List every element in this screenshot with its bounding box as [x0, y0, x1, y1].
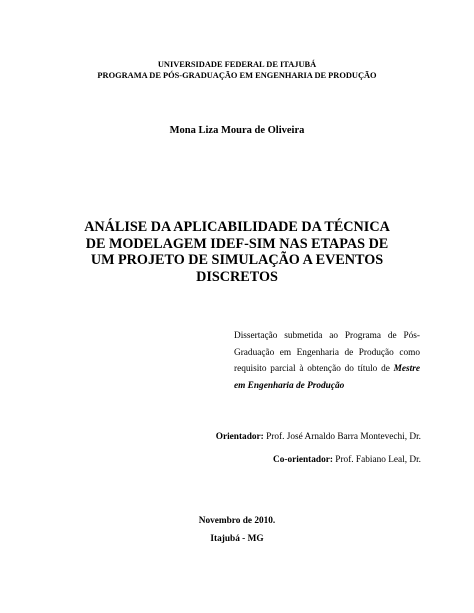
defense-location: Itajubá - MG — [210, 534, 264, 544]
thesis-title — [0, 219, 474, 285]
author-name: Mona Liza Moura de Oliveira — [169, 125, 305, 136]
advisor-label: Orientador: — [215, 432, 264, 442]
degree-name: Mestre em Engenharia de Produção — [234, 364, 420, 391]
advisor-line — [216, 431, 421, 443]
advisor-name: Prof. José Arnaldo Barra Montevechi, Dr. — [263, 432, 421, 442]
title-line-1: ANÁLISE DA APLICABILIDADE DA TÉCNICA — [84, 219, 390, 235]
description-text: Dissertação submetida ao Programa de Pós-Graduação em Engenharia de Produção como requisito parcial à obtenção do título de — [234, 331, 420, 375]
title-line-2: DE MODELAGEM IDEF-SIM NAS ETAPAS DE — [85, 235, 389, 252]
defense-date: Novembro de 2010. — [198, 516, 276, 526]
institution-header — [0, 60, 474, 81]
coadvisor-name: Prof. Fabiano Leal, Dr. — [332, 455, 421, 465]
coadvisor-line — [273, 454, 421, 466]
title-line-3: UM PROJETO DE SIMULAÇÃO A EVENTOS — [90, 252, 384, 269]
title-line-4: DISCRETOS — [196, 268, 278, 285]
coadvisor-label: Co-orientador: — [273, 455, 333, 465]
program-name: PROGRAMA DE PÓS-GRADUAÇÃO EM ENGENHARIA DE PRODUÇÃO — [97, 70, 377, 80]
thesis-description — [234, 328, 420, 394]
university-name: UNIVERSIDADE FEDERAL DE ITAJUBÁ — [157, 60, 317, 69]
cover-footer — [0, 512, 474, 548]
